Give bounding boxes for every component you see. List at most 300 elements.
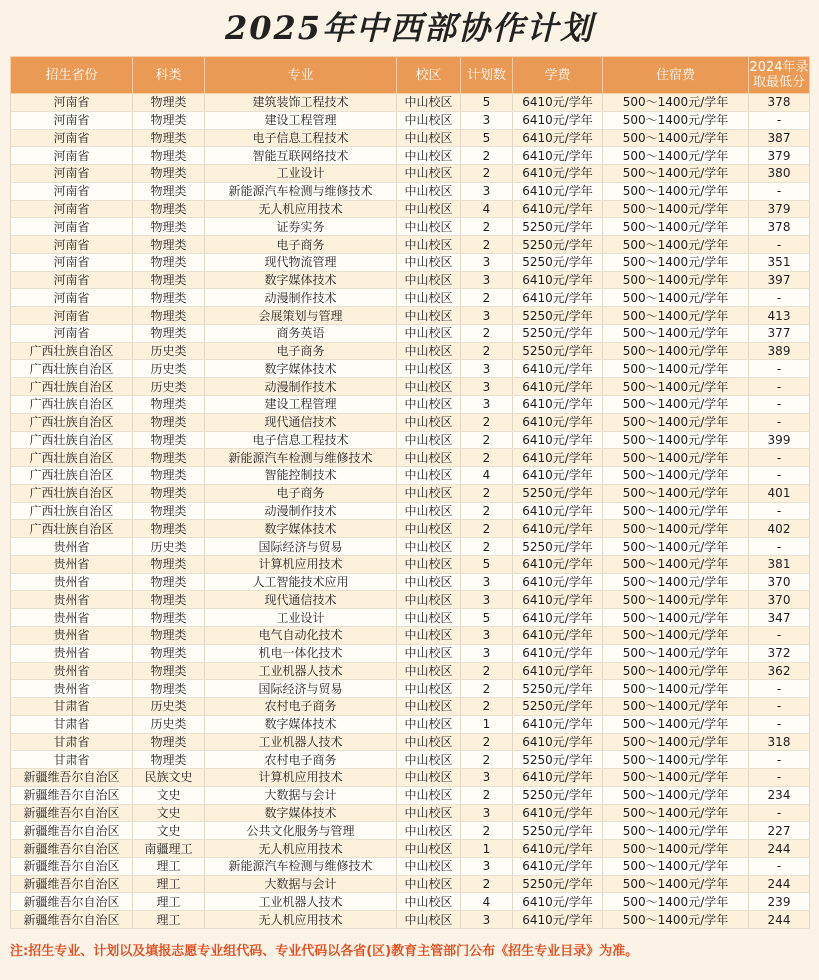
cell-min-score: - <box>749 680 810 698</box>
cell-accommodation: 500～1400元/学年 <box>603 857 749 875</box>
cell-category: 物理类 <box>133 520 205 538</box>
cell-province: 河南省 <box>11 147 133 165</box>
cell-campus: 中山校区 <box>397 218 461 236</box>
cell-category: 物理类 <box>133 111 205 129</box>
cell-major: 现代通信技术 <box>205 591 397 609</box>
page-title: 2025年中西部协作计划 <box>224 9 595 47</box>
cell-major: 电子信息工程技术 <box>205 129 397 147</box>
cell-tuition: 6410元/学年 <box>513 182 603 200</box>
cell-tuition: 6410元/学年 <box>513 502 603 520</box>
cell-min-score: 244 <box>749 911 810 929</box>
cell-accommodation: 500～1400元/学年 <box>603 413 749 431</box>
cell-accommodation: 500～1400元/学年 <box>603 822 749 840</box>
table-row <box>11 502 810 520</box>
cell-plan-count: 4 <box>461 467 513 485</box>
cell-province: 河南省 <box>11 236 133 254</box>
cell-campus: 中山校区 <box>397 502 461 520</box>
table-row <box>11 236 810 254</box>
cell-accommodation: 500～1400元/学年 <box>603 111 749 129</box>
cell-tuition: 6410元/学年 <box>513 662 603 680</box>
cell-campus: 中山校区 <box>397 520 461 538</box>
cell-plan-count: 2 <box>461 751 513 769</box>
cell-major: 现代通信技术 <box>205 413 397 431</box>
table-row <box>11 698 810 716</box>
cell-tuition: 6410元/学年 <box>513 200 603 218</box>
cell-campus: 中山校区 <box>397 147 461 165</box>
cell-plan-count: 2 <box>461 875 513 893</box>
cell-plan-count: 3 <box>461 804 513 822</box>
cell-campus: 中山校区 <box>397 644 461 662</box>
cell-tuition: 6410元/学年 <box>513 413 603 431</box>
cell-plan-count: 5 <box>461 94 513 112</box>
cell-campus: 中山校区 <box>397 396 461 414</box>
cell-major: 数字媒体技术 <box>205 715 397 733</box>
header-campus: 校区 <box>397 57 461 94</box>
cell-category: 文史 <box>133 822 205 840</box>
cell-major: 数字媒体技术 <box>205 520 397 538</box>
table-row <box>11 111 810 129</box>
cell-accommodation: 500～1400元/学年 <box>603 911 749 929</box>
cell-min-score: 389 <box>749 342 810 360</box>
cell-plan-count: 3 <box>461 111 513 129</box>
cell-campus: 中山校区 <box>397 324 461 342</box>
cell-category: 理工 <box>133 893 205 911</box>
cell-accommodation: 500～1400元/学年 <box>603 182 749 200</box>
cell-min-score: 379 <box>749 200 810 218</box>
cell-accommodation: 500～1400元/学年 <box>603 733 749 751</box>
cell-tuition: 6410元/学年 <box>513 840 603 858</box>
cell-category: 历史类 <box>133 715 205 733</box>
cell-major: 数字媒体技术 <box>205 360 397 378</box>
cell-tuition: 6410元/学年 <box>513 893 603 911</box>
cell-campus: 中山校区 <box>397 342 461 360</box>
cell-plan-count: 2 <box>461 822 513 840</box>
cell-category: 物理类 <box>133 644 205 662</box>
cell-accommodation: 500～1400元/学年 <box>603 555 749 573</box>
cell-min-score: 244 <box>749 875 810 893</box>
cell-major: 电子信息工程技术 <box>205 431 397 449</box>
cell-plan-count: 2 <box>461 218 513 236</box>
cell-category: 物理类 <box>133 165 205 183</box>
cell-province: 新疆维吾尔自治区 <box>11 804 133 822</box>
cell-campus: 中山校区 <box>397 733 461 751</box>
cell-major: 建设工程管理 <box>205 396 397 414</box>
cell-tuition: 6410元/学年 <box>513 591 603 609</box>
table-row <box>11 680 810 698</box>
cell-accommodation: 500～1400元/学年 <box>603 129 749 147</box>
cell-accommodation: 500～1400元/学年 <box>603 307 749 325</box>
header-plan-count: 计划数 <box>461 57 513 94</box>
cell-plan-count: 2 <box>461 680 513 698</box>
table-row <box>11 378 810 396</box>
cell-min-score: 381 <box>749 555 810 573</box>
cell-plan-count: 3 <box>461 271 513 289</box>
cell-accommodation: 500～1400元/学年 <box>603 360 749 378</box>
cell-min-score: - <box>749 751 810 769</box>
cell-tuition: 5250元/学年 <box>513 822 603 840</box>
table-header-row <box>11 57 810 94</box>
cell-major: 证券实务 <box>205 218 397 236</box>
cell-min-score: 397 <box>749 271 810 289</box>
cell-campus: 中山校区 <box>397 182 461 200</box>
cell-min-score: - <box>749 449 810 467</box>
cell-min-score: 227 <box>749 822 810 840</box>
cell-tuition: 6410元/学年 <box>513 733 603 751</box>
cell-tuition: 6410元/学年 <box>513 857 603 875</box>
cell-major: 新能源汽车检测与维修技术 <box>205 857 397 875</box>
cell-accommodation: 500～1400元/学年 <box>603 680 749 698</box>
table-row <box>11 822 810 840</box>
cell-tuition: 6410元/学年 <box>513 147 603 165</box>
cell-tuition: 5250元/学年 <box>513 751 603 769</box>
cell-province: 贵州省 <box>11 591 133 609</box>
table-row <box>11 342 810 360</box>
cell-province: 广西壮族自治区 <box>11 396 133 414</box>
cell-province: 新疆维吾尔自治区 <box>11 857 133 875</box>
cell-major: 机电一体化技术 <box>205 644 397 662</box>
cell-province: 河南省 <box>11 218 133 236</box>
cell-accommodation: 500～1400元/学年 <box>603 715 749 733</box>
cell-campus: 中山校区 <box>397 751 461 769</box>
cell-category: 历史类 <box>133 538 205 556</box>
cell-tuition: 6410元/学年 <box>513 609 603 627</box>
cell-accommodation: 500～1400元/学年 <box>603 520 749 538</box>
cell-accommodation: 500～1400元/学年 <box>603 271 749 289</box>
table-row <box>11 733 810 751</box>
cell-tuition: 6410元/学年 <box>513 360 603 378</box>
cell-major: 计算机应用技术 <box>205 769 397 787</box>
cell-min-score: - <box>749 538 810 556</box>
cell-accommodation: 500～1400元/学年 <box>603 804 749 822</box>
cell-plan-count: 3 <box>461 573 513 591</box>
cell-category: 物理类 <box>133 396 205 414</box>
cell-campus: 中山校区 <box>397 626 461 644</box>
cell-campus: 中山校区 <box>397 875 461 893</box>
cell-category: 物理类 <box>133 324 205 342</box>
cell-campus: 中山校区 <box>397 893 461 911</box>
cell-min-score: 234 <box>749 786 810 804</box>
cell-min-score: 362 <box>749 662 810 680</box>
cell-campus: 中山校区 <box>397 680 461 698</box>
cell-campus: 中山校区 <box>397 200 461 218</box>
table-row <box>11 769 810 787</box>
cell-category: 物理类 <box>133 431 205 449</box>
cell-category: 物理类 <box>133 271 205 289</box>
cell-category: 物理类 <box>133 573 205 591</box>
cell-accommodation: 500～1400元/学年 <box>603 698 749 716</box>
cell-tuition: 6410元/学年 <box>513 378 603 396</box>
cell-category: 物理类 <box>133 289 205 307</box>
header-accommodation: 住宿费 <box>603 57 749 94</box>
cell-major: 数字媒体技术 <box>205 804 397 822</box>
cell-province: 广西壮族自治区 <box>11 431 133 449</box>
cell-province: 河南省 <box>11 271 133 289</box>
cell-category: 理工 <box>133 875 205 893</box>
table-row <box>11 289 810 307</box>
cell-category: 物理类 <box>133 680 205 698</box>
cell-min-score: 372 <box>749 644 810 662</box>
table-row <box>11 591 810 609</box>
cell-tuition: 5250元/学年 <box>513 218 603 236</box>
cell-major: 电子商务 <box>205 236 397 254</box>
cell-category: 物理类 <box>133 94 205 112</box>
cell-plan-count: 3 <box>461 626 513 644</box>
cell-min-score: 387 <box>749 129 810 147</box>
cell-min-score: - <box>749 289 810 307</box>
table-row <box>11 165 810 183</box>
cell-plan-count: 3 <box>461 769 513 787</box>
cell-campus: 中山校区 <box>397 413 461 431</box>
cell-category: 物理类 <box>133 626 205 644</box>
cell-major: 无人机应用技术 <box>205 911 397 929</box>
cell-plan-count: 2 <box>461 165 513 183</box>
cell-accommodation: 500～1400元/学年 <box>603 467 749 485</box>
cell-tuition: 5250元/学年 <box>513 786 603 804</box>
cell-province: 甘肃省 <box>11 698 133 716</box>
cell-plan-count: 2 <box>461 662 513 680</box>
cell-plan-count: 2 <box>461 342 513 360</box>
cell-province: 河南省 <box>11 111 133 129</box>
cell-province: 广西壮族自治区 <box>11 449 133 467</box>
cell-province: 贵州省 <box>11 538 133 556</box>
cell-major: 商务英语 <box>205 324 397 342</box>
cell-campus: 中山校区 <box>397 94 461 112</box>
cell-min-score: - <box>749 698 810 716</box>
cell-accommodation: 500～1400元/学年 <box>603 342 749 360</box>
cell-province: 新疆维吾尔自治区 <box>11 769 133 787</box>
cell-category: 民族文史 <box>133 769 205 787</box>
cell-major: 智能互联网络技术 <box>205 147 397 165</box>
cell-campus: 中山校区 <box>397 555 461 573</box>
cell-category: 文史 <box>133 804 205 822</box>
table-row <box>11 484 810 502</box>
cell-province: 新疆维吾尔自治区 <box>11 875 133 893</box>
cell-province: 广西壮族自治区 <box>11 342 133 360</box>
cell-accommodation: 500～1400元/学年 <box>603 769 749 787</box>
header-min-score-2024: 2024年录取最低分 <box>749 57 810 94</box>
cell-min-score: 379 <box>749 147 810 165</box>
cell-province: 贵州省 <box>11 644 133 662</box>
table-row <box>11 573 810 591</box>
cell-tuition: 6410元/学年 <box>513 94 603 112</box>
cell-plan-count: 5 <box>461 555 513 573</box>
cell-min-score: - <box>749 769 810 787</box>
table-row <box>11 307 810 325</box>
table-row <box>11 253 810 271</box>
cell-category: 物理类 <box>133 555 205 573</box>
cell-accommodation: 500～1400元/学年 <box>603 449 749 467</box>
cell-campus: 中山校区 <box>397 804 461 822</box>
cell-min-score: - <box>749 502 810 520</box>
cell-category: 物理类 <box>133 413 205 431</box>
cell-campus: 中山校区 <box>397 662 461 680</box>
cell-major: 会展策划与管理 <box>205 307 397 325</box>
cell-campus: 中山校区 <box>397 715 461 733</box>
footnote: 注:招生专业、计划以及填报志愿专业组代码、专业代码以各省(区)教育主管部门公布《招生专业目录》为准。 <box>10 944 639 959</box>
cell-campus: 中山校区 <box>397 609 461 627</box>
table-row <box>11 360 810 378</box>
cell-category: 理工 <box>133 911 205 929</box>
cell-province: 河南省 <box>11 129 133 147</box>
cell-major: 工业机器人技术 <box>205 893 397 911</box>
cell-province: 广西壮族自治区 <box>11 378 133 396</box>
cell-campus: 中山校区 <box>397 253 461 271</box>
cell-province: 广西壮族自治区 <box>11 413 133 431</box>
cell-tuition: 5250元/学年 <box>513 538 603 556</box>
table-row <box>11 449 810 467</box>
cell-accommodation: 500～1400元/学年 <box>603 431 749 449</box>
cell-category: 历史类 <box>133 698 205 716</box>
cell-campus: 中山校区 <box>397 449 461 467</box>
cell-campus: 中山校区 <box>397 289 461 307</box>
table-row <box>11 662 810 680</box>
cell-category: 物理类 <box>133 484 205 502</box>
cell-category: 物理类 <box>133 591 205 609</box>
table-row <box>11 875 810 893</box>
table-row <box>11 520 810 538</box>
table-row <box>11 804 810 822</box>
cell-major: 人工智能技术应用 <box>205 573 397 591</box>
cell-accommodation: 500～1400元/学年 <box>603 218 749 236</box>
cell-accommodation: 500～1400元/学年 <box>603 840 749 858</box>
cell-major: 农村电子商务 <box>205 698 397 716</box>
cell-tuition: 5250元/学年 <box>513 253 603 271</box>
table-row <box>11 840 810 858</box>
cell-major: 动漫制作技术 <box>205 502 397 520</box>
cell-major: 无人机应用技术 <box>205 840 397 858</box>
cell-category: 物理类 <box>133 218 205 236</box>
cell-category: 历史类 <box>133 342 205 360</box>
cell-min-score: 380 <box>749 165 810 183</box>
cell-major: 动漫制作技术 <box>205 289 397 307</box>
cell-tuition: 6410元/学年 <box>513 573 603 591</box>
cell-category: 物理类 <box>133 467 205 485</box>
cell-province: 广西壮族自治区 <box>11 467 133 485</box>
cell-province: 甘肃省 <box>11 751 133 769</box>
table-row <box>11 893 810 911</box>
cell-campus: 中山校区 <box>397 165 461 183</box>
cell-plan-count: 2 <box>461 236 513 254</box>
table-row <box>11 644 810 662</box>
cell-min-score: 377 <box>749 324 810 342</box>
cell-province: 河南省 <box>11 289 133 307</box>
cell-plan-count: 3 <box>461 911 513 929</box>
cell-province: 河南省 <box>11 165 133 183</box>
cell-min-score: 378 <box>749 218 810 236</box>
cell-plan-count: 2 <box>461 324 513 342</box>
cell-tuition: 6410元/学年 <box>513 431 603 449</box>
cell-plan-count: 3 <box>461 307 513 325</box>
cell-plan-count: 2 <box>461 502 513 520</box>
cell-major: 计算机应用技术 <box>205 555 397 573</box>
cell-plan-count: 5 <box>461 609 513 627</box>
cell-category: 物理类 <box>133 182 205 200</box>
cell-province: 新疆维吾尔自治区 <box>11 786 133 804</box>
cell-accommodation: 500～1400元/学年 <box>603 893 749 911</box>
cell-plan-count: 2 <box>461 289 513 307</box>
cell-category: 物理类 <box>133 751 205 769</box>
cell-accommodation: 500～1400元/学年 <box>603 875 749 893</box>
cell-min-score: 239 <box>749 893 810 911</box>
cell-major: 农村电子商务 <box>205 751 397 769</box>
cell-category: 物理类 <box>133 502 205 520</box>
cell-major: 大数据与会计 <box>205 875 397 893</box>
cell-category: 物理类 <box>133 253 205 271</box>
cell-category: 物理类 <box>133 307 205 325</box>
cell-min-score: 347 <box>749 609 810 627</box>
cell-major: 建设工程管理 <box>205 111 397 129</box>
cell-accommodation: 500～1400元/学年 <box>603 147 749 165</box>
cell-tuition: 5250元/学年 <box>513 680 603 698</box>
cell-campus: 中山校区 <box>397 822 461 840</box>
table-row <box>11 911 810 929</box>
cell-min-score: - <box>749 804 810 822</box>
header-tuition: 学费 <box>513 57 603 94</box>
cell-min-score: - <box>749 857 810 875</box>
table-row <box>11 129 810 147</box>
cell-min-score: - <box>749 626 810 644</box>
table-row <box>11 182 810 200</box>
table-row <box>11 609 810 627</box>
cell-province: 广西壮族自治区 <box>11 520 133 538</box>
cell-tuition: 5250元/学年 <box>513 307 603 325</box>
cell-category: 历史类 <box>133 360 205 378</box>
table-row <box>11 431 810 449</box>
cell-tuition: 6410元/学年 <box>513 804 603 822</box>
cell-campus: 中山校区 <box>397 911 461 929</box>
cell-major: 国际经济与贸易 <box>205 680 397 698</box>
cell-accommodation: 500～1400元/学年 <box>603 396 749 414</box>
cell-tuition: 6410元/学年 <box>513 626 603 644</box>
table-row <box>11 626 810 644</box>
cell-tuition: 6410元/学年 <box>513 396 603 414</box>
cell-accommodation: 500～1400元/学年 <box>603 200 749 218</box>
cell-major: 工业机器人技术 <box>205 733 397 751</box>
cell-major: 大数据与会计 <box>205 786 397 804</box>
cell-accommodation: 500～1400元/学年 <box>603 609 749 627</box>
cell-min-score: 370 <box>749 591 810 609</box>
cell-plan-count: 2 <box>461 147 513 165</box>
cell-major: 工业机器人技术 <box>205 662 397 680</box>
cell-plan-count: 3 <box>461 182 513 200</box>
cell-accommodation: 500～1400元/学年 <box>603 591 749 609</box>
cell-tuition: 5250元/学年 <box>513 236 603 254</box>
cell-province: 新疆维吾尔自治区 <box>11 911 133 929</box>
cell-tuition: 6410元/学年 <box>513 769 603 787</box>
cell-accommodation: 500～1400元/学年 <box>603 324 749 342</box>
table-row <box>11 786 810 804</box>
cell-accommodation: 500～1400元/学年 <box>603 573 749 591</box>
cell-province: 广西壮族自治区 <box>11 484 133 502</box>
table-row <box>11 271 810 289</box>
cell-plan-count: 4 <box>461 200 513 218</box>
table-row <box>11 94 810 112</box>
cell-min-score: 370 <box>749 573 810 591</box>
cell-campus: 中山校区 <box>397 378 461 396</box>
cell-campus: 中山校区 <box>397 786 461 804</box>
cell-province: 新疆维吾尔自治区 <box>11 822 133 840</box>
cell-min-score: 413 <box>749 307 810 325</box>
cell-province: 甘肃省 <box>11 715 133 733</box>
header-province: 招生省份 <box>11 57 133 94</box>
cell-accommodation: 500～1400元/学年 <box>603 165 749 183</box>
header-category: 科类 <box>133 57 205 94</box>
cell-major: 现代物流管理 <box>205 253 397 271</box>
cell-province: 河南省 <box>11 200 133 218</box>
cell-accommodation: 500～1400元/学年 <box>603 289 749 307</box>
cell-accommodation: 500～1400元/学年 <box>603 626 749 644</box>
cell-category: 物理类 <box>133 609 205 627</box>
